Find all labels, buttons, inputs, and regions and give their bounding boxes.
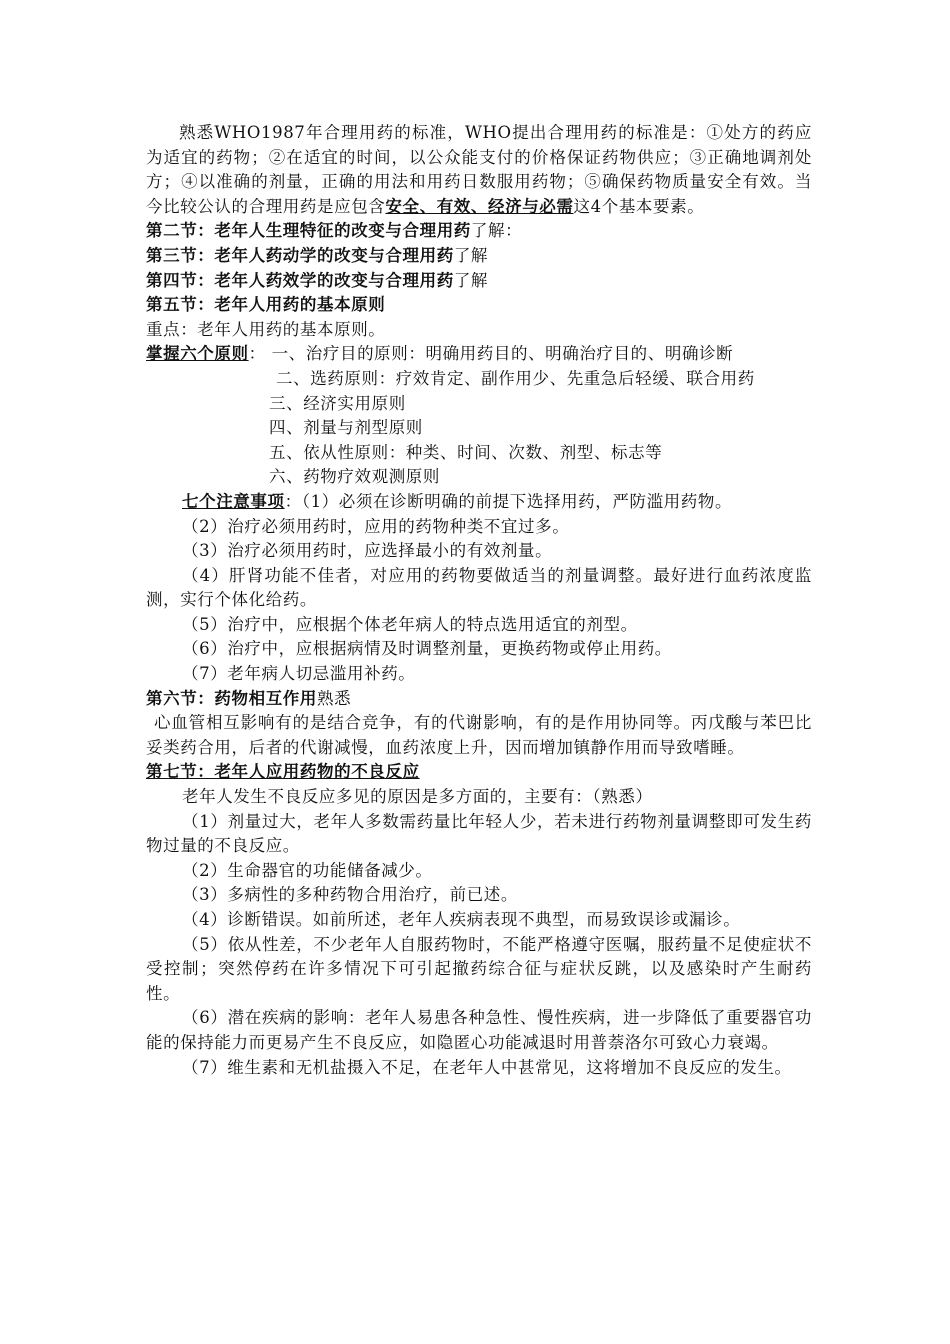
principle-1: 一、治疗目的原则：明确用药目的、明确治疗目的、明确诊断 <box>271 344 734 364</box>
intro-text-a: 熟悉WHO1987年合理用药的标准，WHO提出合理用药的标准是：①处方的药应为适宜的药物；②在适宜的时间，以公众能支付的价格保证药物供应；③正确地调剂处方；④以准确的剂量，正确的用法和用药日数服用药物；⑤确保药物质量安全有效。当今比较公认的合理用药是应包含 <box>146 123 812 216</box>
note-1-line <box>146 490 812 515</box>
principles-label: 掌握六个原则 <box>146 344 249 364</box>
principle-2: 二、选药原则：疗效肯定、副作用少、先重急后轻缓、联合用药 <box>276 368 755 388</box>
section-5-heading <box>146 293 812 318</box>
note-1: （1）必须在诊断明确的前提下选择用药，严防滥用药物。 <box>301 491 733 511</box>
section-4-heading <box>146 269 812 294</box>
reason-6: （6）潜在疾病的影响：老年人易患各种急性、慢性疾病，进一步降低了重要器官功能的保持能力而更易产生不良反应，如隐匿心功能减退时用普萘洛尔可致心力衰竭。 <box>146 1008 812 1052</box>
section-3-title: 第三节：老年人药动学的改变与合理用药 <box>146 245 454 265</box>
reason-3: （3）多病性的多种药物合用治疗，前已述。 <box>182 885 518 905</box>
intro-emphasis: 安全、有效、经济与必需 <box>385 196 574 216</box>
section-6-body: 心血管相互影响有的是结合竞争，有的代谢影响，有的是作用协同等。丙戊酸与苯巴比妥类药合用，后者的代谢减慢，血药浓度上升，因而增加镇静作用而导致嗜睡。 <box>146 713 812 757</box>
section-2-title: 第二节：老年人生理特征的改变与合理用药 <box>146 221 471 241</box>
section-7-title: 第七节：老年人应用药物的不良反应 <box>146 762 420 782</box>
section-6-title: 第六节：药物相互作用 <box>146 688 317 708</box>
section-6-note: 熟悉 <box>317 688 352 708</box>
section-4-title: 第四节：老年人药效学的改变与合理用药 <box>146 270 454 290</box>
note-3: （3）治疗必须用药时，应选择最小的有效剂量。 <box>182 541 553 561</box>
principle-6: 六、药物疗效观测原则 <box>269 467 440 487</box>
note-4: （4）肝肾功能不佳者，对应用的药物要做适当的剂量调整。最好进行血药浓度监测，实行个体化给药。 <box>146 565 812 610</box>
section-4-note: 了解 <box>453 270 489 290</box>
focus-line: 重点：老年人用药的基本原则。 <box>146 319 386 339</box>
section-5-title: 第五节：老年人用药的基本原则 <box>146 295 386 315</box>
reason-7: （7）维生素和无机盐摄入不足，在老年人中甚常见，这将增加不良反应的发生。 <box>182 1057 792 1077</box>
principle-3: 三、经济实用原则 <box>269 393 406 413</box>
notes-colon: ： <box>284 491 302 511</box>
note-7: （7）老年病人切忌滥用补药。 <box>182 664 416 684</box>
principle-5: 五、依从性原则：种类、时间、次数、剂型、标志等 <box>269 442 663 462</box>
note-5: （5）治疗中，应根据个体老年病人的特点选用适宜的剂型。 <box>182 614 638 634</box>
note-2: （2）治疗必须用药时，应用的药物种类不宜过多。 <box>182 516 570 536</box>
section-7-heading <box>146 760 812 785</box>
reason-2: （2）生命器官的功能储备减少。 <box>182 860 433 880</box>
intro-paragraph <box>146 121 812 219</box>
reason-1: （1）剂量过大，老年人多数需药量比年轻人少，若未进行药物剂量调整即可发生药物过量的不良反应。 <box>146 811 812 856</box>
principle-2-line <box>146 367 812 392</box>
section-2-heading <box>146 219 812 244</box>
intro-text-b: 这4个基本要素。 <box>573 196 705 216</box>
document-body <box>146 121 812 1080</box>
principle-4: 四、剂量与剂型原则 <box>269 418 423 438</box>
principle-1-line <box>146 342 812 367</box>
principles-colon: ： <box>248 344 266 364</box>
section-6-heading <box>146 687 812 712</box>
section-3-heading <box>146 244 812 269</box>
section-7-intro: 老年人发生不良反应多见的原因是多方面的，主要有：（熟悉） <box>182 787 653 807</box>
reason-4: （4）诊断错误。如前所述，老年人疾病表现不典型，而易致误诊或漏诊。 <box>182 910 741 929</box>
section-2-note: 了解： <box>470 221 523 241</box>
note-6: （6）治疗中，应根据病情及时调整剂量，更换药物或停止用药。 <box>182 639 672 659</box>
section-3-note: 了解 <box>453 245 489 265</box>
reason-5: （5）依从性差，不少老年人自服药物时，不能严格遵守医嘱，服药量不足使症状不受控制；突然停药在许多情况下可引起撤药综合征与症状反跳，以及感染时产生耐药性。 <box>146 934 812 1003</box>
notes-label: 七个注意事项 <box>182 491 285 511</box>
